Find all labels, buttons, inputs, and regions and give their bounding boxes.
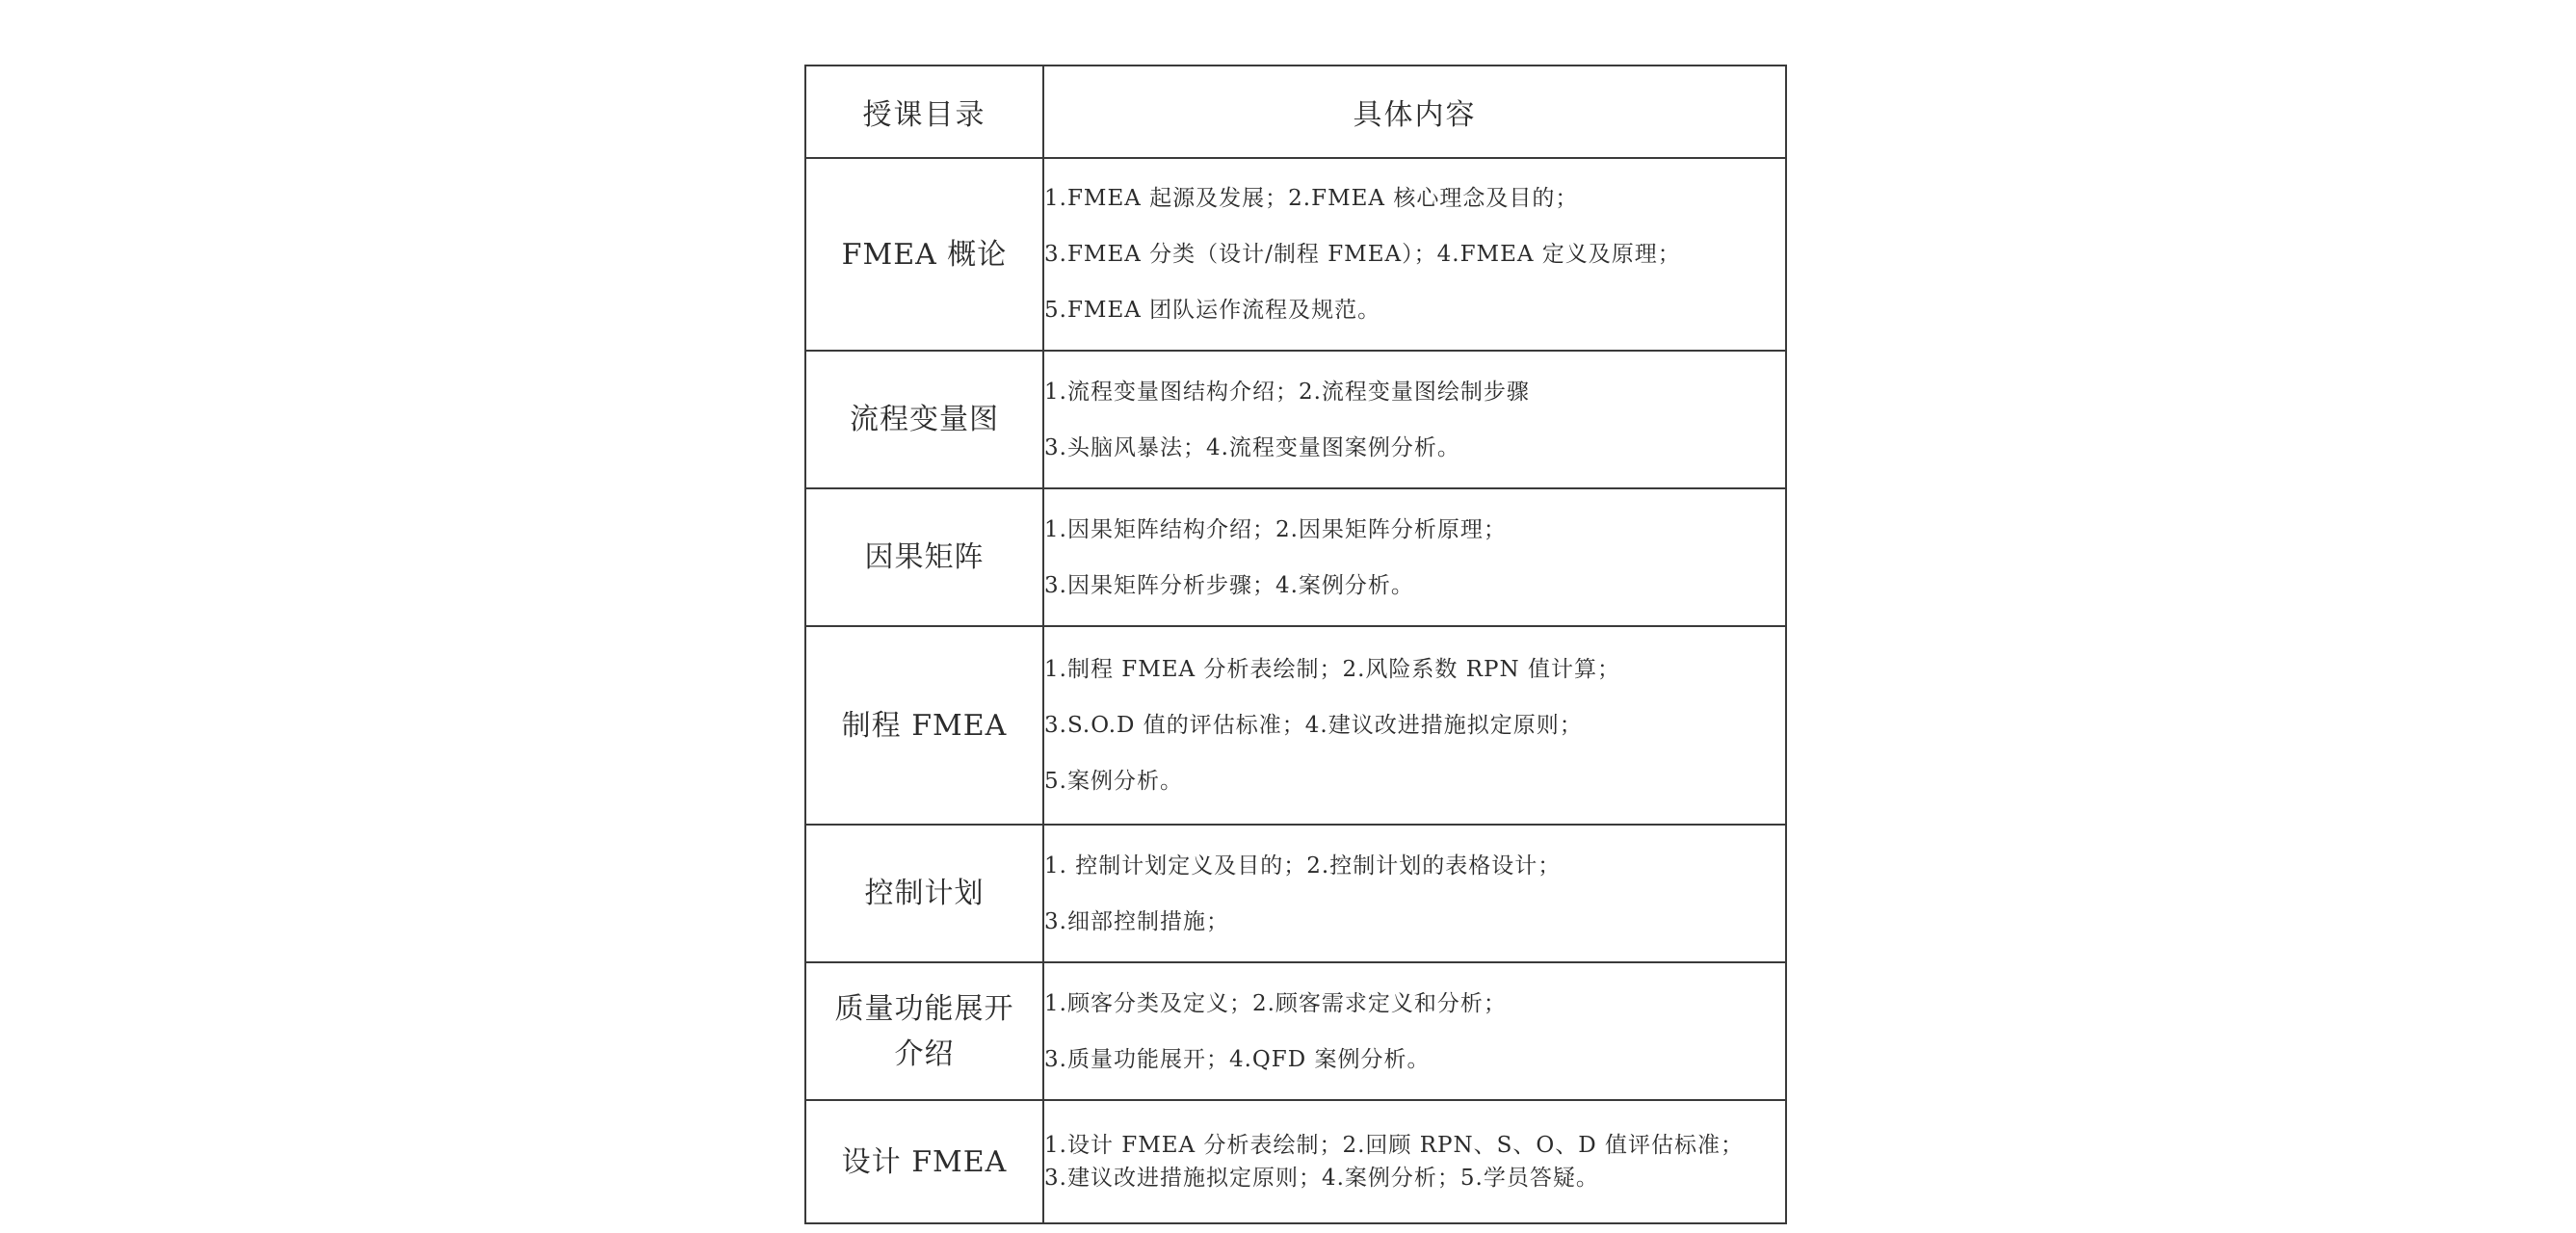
content-line: 1.顾客分类及定义；2.顾客需求定义和分析； bbox=[1044, 990, 1507, 1016]
topic-line: 质量功能展开 bbox=[834, 991, 1014, 1026]
topic-cell: 制程 FMEA bbox=[805, 626, 1043, 825]
table-row bbox=[805, 351, 1786, 488]
header-content: 具体内容 bbox=[1043, 66, 1786, 158]
content-line: 3.FMEA 分类（设计/制程 FMEA）；4.FMEA 定义及原理； bbox=[1044, 242, 1681, 267]
content-line: 1.设计 FMEA 分析表绘制；2.回顾 RPN、S、O、D 值评估标准； bbox=[1044, 1133, 1745, 1158]
table-row bbox=[805, 1100, 1786, 1223]
content-line: 3.S.O.D 值的评估标准；4.建议改进措施拟定原则； bbox=[1044, 713, 1583, 738]
content-line: 1.制程 FMEA 分析表绘制；2.风险系数 RPN 值计算； bbox=[1044, 657, 1620, 682]
content-line: 1.因果矩阵结构介绍；2.因果矩阵分析原理； bbox=[1044, 516, 1507, 542]
topic-cell: 控制计划 bbox=[805, 825, 1043, 962]
topic-cell bbox=[805, 962, 1043, 1100]
content-line: 1. 控制计划定义及目的；2.控制计划的表格设计； bbox=[1044, 853, 1562, 879]
content-line: 3.建议改进措施拟定原则；4.案例分析；5.学员答疑。 bbox=[1044, 1166, 1599, 1191]
topic-cell: FMEA 概论 bbox=[805, 158, 1043, 351]
table-row bbox=[805, 488, 1786, 626]
content-line: 1.流程变量图结构介绍；2.流程变量图绘制步骤 bbox=[1044, 379, 1530, 405]
content-cell bbox=[1043, 488, 1786, 626]
content-cell bbox=[1043, 351, 1786, 488]
course-outline-table bbox=[804, 65, 1787, 1224]
content-cell bbox=[1043, 1100, 1786, 1223]
table-header-row bbox=[805, 66, 1786, 158]
topic-cell: 因果矩阵 bbox=[805, 488, 1043, 626]
table-row bbox=[805, 158, 1786, 351]
content-cell bbox=[1043, 158, 1786, 351]
header-catalog: 授课目录 bbox=[805, 66, 1043, 158]
content-line: 3.质量功能展开；4.QFD 案例分析。 bbox=[1044, 1046, 1431, 1072]
content-cell bbox=[1043, 825, 1786, 962]
content-line: 3.因果矩阵分析步骤；4.案例分析。 bbox=[1044, 572, 1414, 598]
content-line: 3.头脑风暴法；4.流程变量图案例分析。 bbox=[1044, 434, 1460, 460]
table-row bbox=[805, 626, 1786, 825]
table-row bbox=[805, 962, 1786, 1100]
content-cell bbox=[1043, 626, 1786, 825]
topic-cell: 流程变量图 bbox=[805, 351, 1043, 488]
table-row bbox=[805, 825, 1786, 962]
topic-cell: 设计 FMEA bbox=[805, 1100, 1043, 1223]
content-line: 5.案例分析。 bbox=[1044, 769, 1183, 794]
content-line: 5.FMEA 团队运作流程及规范。 bbox=[1044, 298, 1381, 323]
topic-line: 介绍 bbox=[894, 1036, 955, 1071]
content-line: 1.FMEA 起源及发展；2.FMEA 核心理念及目的； bbox=[1044, 186, 1579, 211]
content-cell bbox=[1043, 962, 1786, 1100]
content-line: 3.细部控制措施； bbox=[1044, 908, 1229, 934]
